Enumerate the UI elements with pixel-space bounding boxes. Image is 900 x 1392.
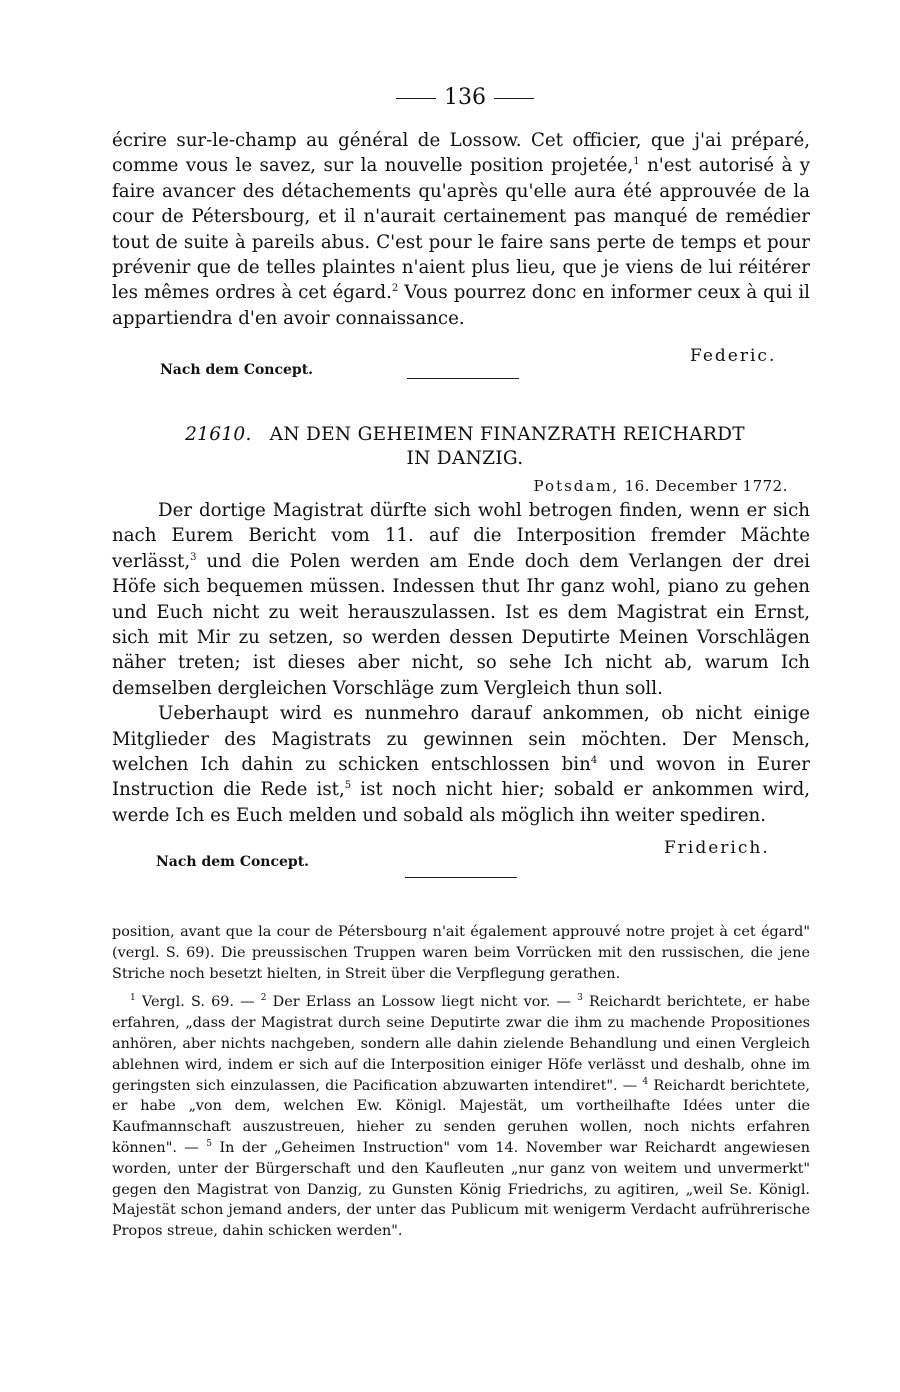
- text-run: ist noch nicht hier; sobald er ankommen wird, werde Ich es Euch melden und sobald als möglich ihn weiter spediren.: [112, 779, 811, 826]
- letter-heading: [145, 423, 785, 471]
- footnote-ref: 5: [344, 780, 352, 792]
- heading-line-1: [145, 423, 785, 447]
- footnote-text: Vergl. S. 69. —: [135, 994, 261, 1011]
- footnote-text: Reichardt berichtete, er habe erfahren, „dass der Magistrat durch seine Deputirte zwar die ihm zu machende Propositiones anhören, aber nichts nachgeben, sondern alle dahin zielende Behandlung und einen Vergleich ablehnen wird, indem er sich auf die Interposition einiger Höfe verlässt und deshalb, ohne im geringsten sich einzulassen, die Pacification abzuwarten intendiret". —: [112, 994, 810, 1094]
- text-run: und wovon in Eurer Instruction die Rede ist,: [112, 754, 810, 801]
- footnote-number: 5: [206, 1139, 212, 1150]
- page-number: 136: [444, 85, 486, 110]
- text-run: écrire sur-le-champ au général de Lossow. Cet officier, que j'ai préparé, comme vous le savez, sur la nouvelle position projetée,: [112, 130, 810, 177]
- footnote-ref: 1: [633, 156, 640, 168]
- text-run: Vous pourrez donc en informer ceux à qui il appartiendra d'en avoir connaissance.: [112, 282, 810, 329]
- footnote-list: [112, 992, 810, 1242]
- dateline-place: Potsdam,: [533, 477, 620, 495]
- footnote-text: Der Erlass an Lossow liegt nicht vor. —: [266, 994, 578, 1011]
- header-dash-right: [494, 98, 534, 99]
- source-note: Nach dem Concept.: [156, 854, 310, 870]
- letter-body: [112, 498, 810, 828]
- text-run: und die Polen werden am Ende doch dem Verlangen der drei Höfe sich bequemen müssen. Indessen thut Ihr ganz wohl, piano zu gehen und Euch nicht zu weit herauszulassen. Ist es dem Magistrat ein Ernst, sich mit Mir zu setzen, so werden dessen Deputirte Meinen Vorschlägen näher treten; ist dieses aber nicht, so sehe Ich nicht ab, warum Ich demselben dergleichen Vorschläge zum Vergleich thun soll.: [112, 550, 810, 699]
- footnote-number: 2: [260, 993, 267, 1004]
- text-run: n'est autorisé à y faire avancer des détachements qu'après qu'elle aura été approuvée de la cour de Pétersbourg, et il n'aurait certainement pas manqué de remédier tout de suite à pareils abus. C'est pour le faire sans perte de temps et pour prévenir que de telles plaintes n'aient plus lieu, que je viens de lui réitérer les mêmes ordres à cet égard.: [112, 155, 810, 304]
- footnote-carryover: position, avant que la cour de Pétersbourg n'ait également approuvé notre projet à cet égard" (vergl. S. 69). Die preussischen Truppen waren beim Vorrücken mit den russischen, die jene Striche noch besetzt hielten, in Streit über die Verpflegung gerathen.: [112, 924, 810, 982]
- dateline: [534, 477, 788, 495]
- footnote-number: 3: [577, 993, 583, 1004]
- dateline-date: 16. December 1772.: [624, 477, 788, 495]
- divider-rule: [407, 378, 519, 379]
- page-number-header: [385, 84, 545, 112]
- footnote-text: In der „Geheimen Instruction" vom 14. November war Reichardt angewiesen worden, unter der Bürgerschaft und den Kaufleuten „nur ganz von weitem und unvermerkt" gegen den Magistrat von Danzig, zu Gunsten König Friedrichs, zu agitiren, „weil Se. Königl. Majestät schon jemand anders, der unter das Publicum mit wenigerm Verdacht aufrührerische Propos streue, dahin schicken werden".: [112, 1139, 810, 1240]
- signature-friderich: Friderich.: [664, 838, 770, 858]
- footnote-text: Reichardt berichtete, er habe „von dem, welchen Ew. Königl. Majestät, um vortheilhafte Idées unter die Kaufmannschaft auszustreuen, hieher zu senden geruhen wollen, noch nichts erfahren können". —: [112, 1077, 810, 1156]
- text-run: Ueberhaupt wird es nunmehro darauf ankommen, ob nicht einige Mitglieder des Magistrats zu gewinnen sein möchten. Der Mensch, welchen Ich dahin zu schicken entschlossen bin: [112, 703, 810, 776]
- footnote-number: 1: [130, 993, 136, 1004]
- letter-continuation: [112, 128, 810, 331]
- letter-paragraph-1: [112, 498, 810, 701]
- footnote-ref: 2: [391, 283, 399, 295]
- footnote-number: 4: [642, 1076, 649, 1087]
- letter-continuation-paragraph: [112, 128, 810, 331]
- signature-federic: Federic.: [690, 346, 777, 366]
- letter-paragraph-2: [112, 701, 810, 828]
- footnote-ref: 4: [590, 755, 598, 766]
- footnotes: [112, 922, 810, 1242]
- letter-number: 21610.: [185, 424, 252, 445]
- footnote-ref: 3: [190, 551, 197, 563]
- divider-rule: [405, 877, 517, 878]
- header-dash-left: [396, 98, 436, 99]
- text-run: Der dortige Magistrat dürfte sich wohl betrogen finden, wenn er sich nach Eurem Bericht vom 11. auf die Interposition fremder Mächte verlässt,: [112, 500, 810, 572]
- heading-line-2: IN DANZIG.: [406, 448, 524, 469]
- heading-text: AN DEN GEHEIMEN FINANZRATH REICHARDT: [269, 424, 745, 445]
- source-note: Nach dem Concept.: [160, 362, 314, 378]
